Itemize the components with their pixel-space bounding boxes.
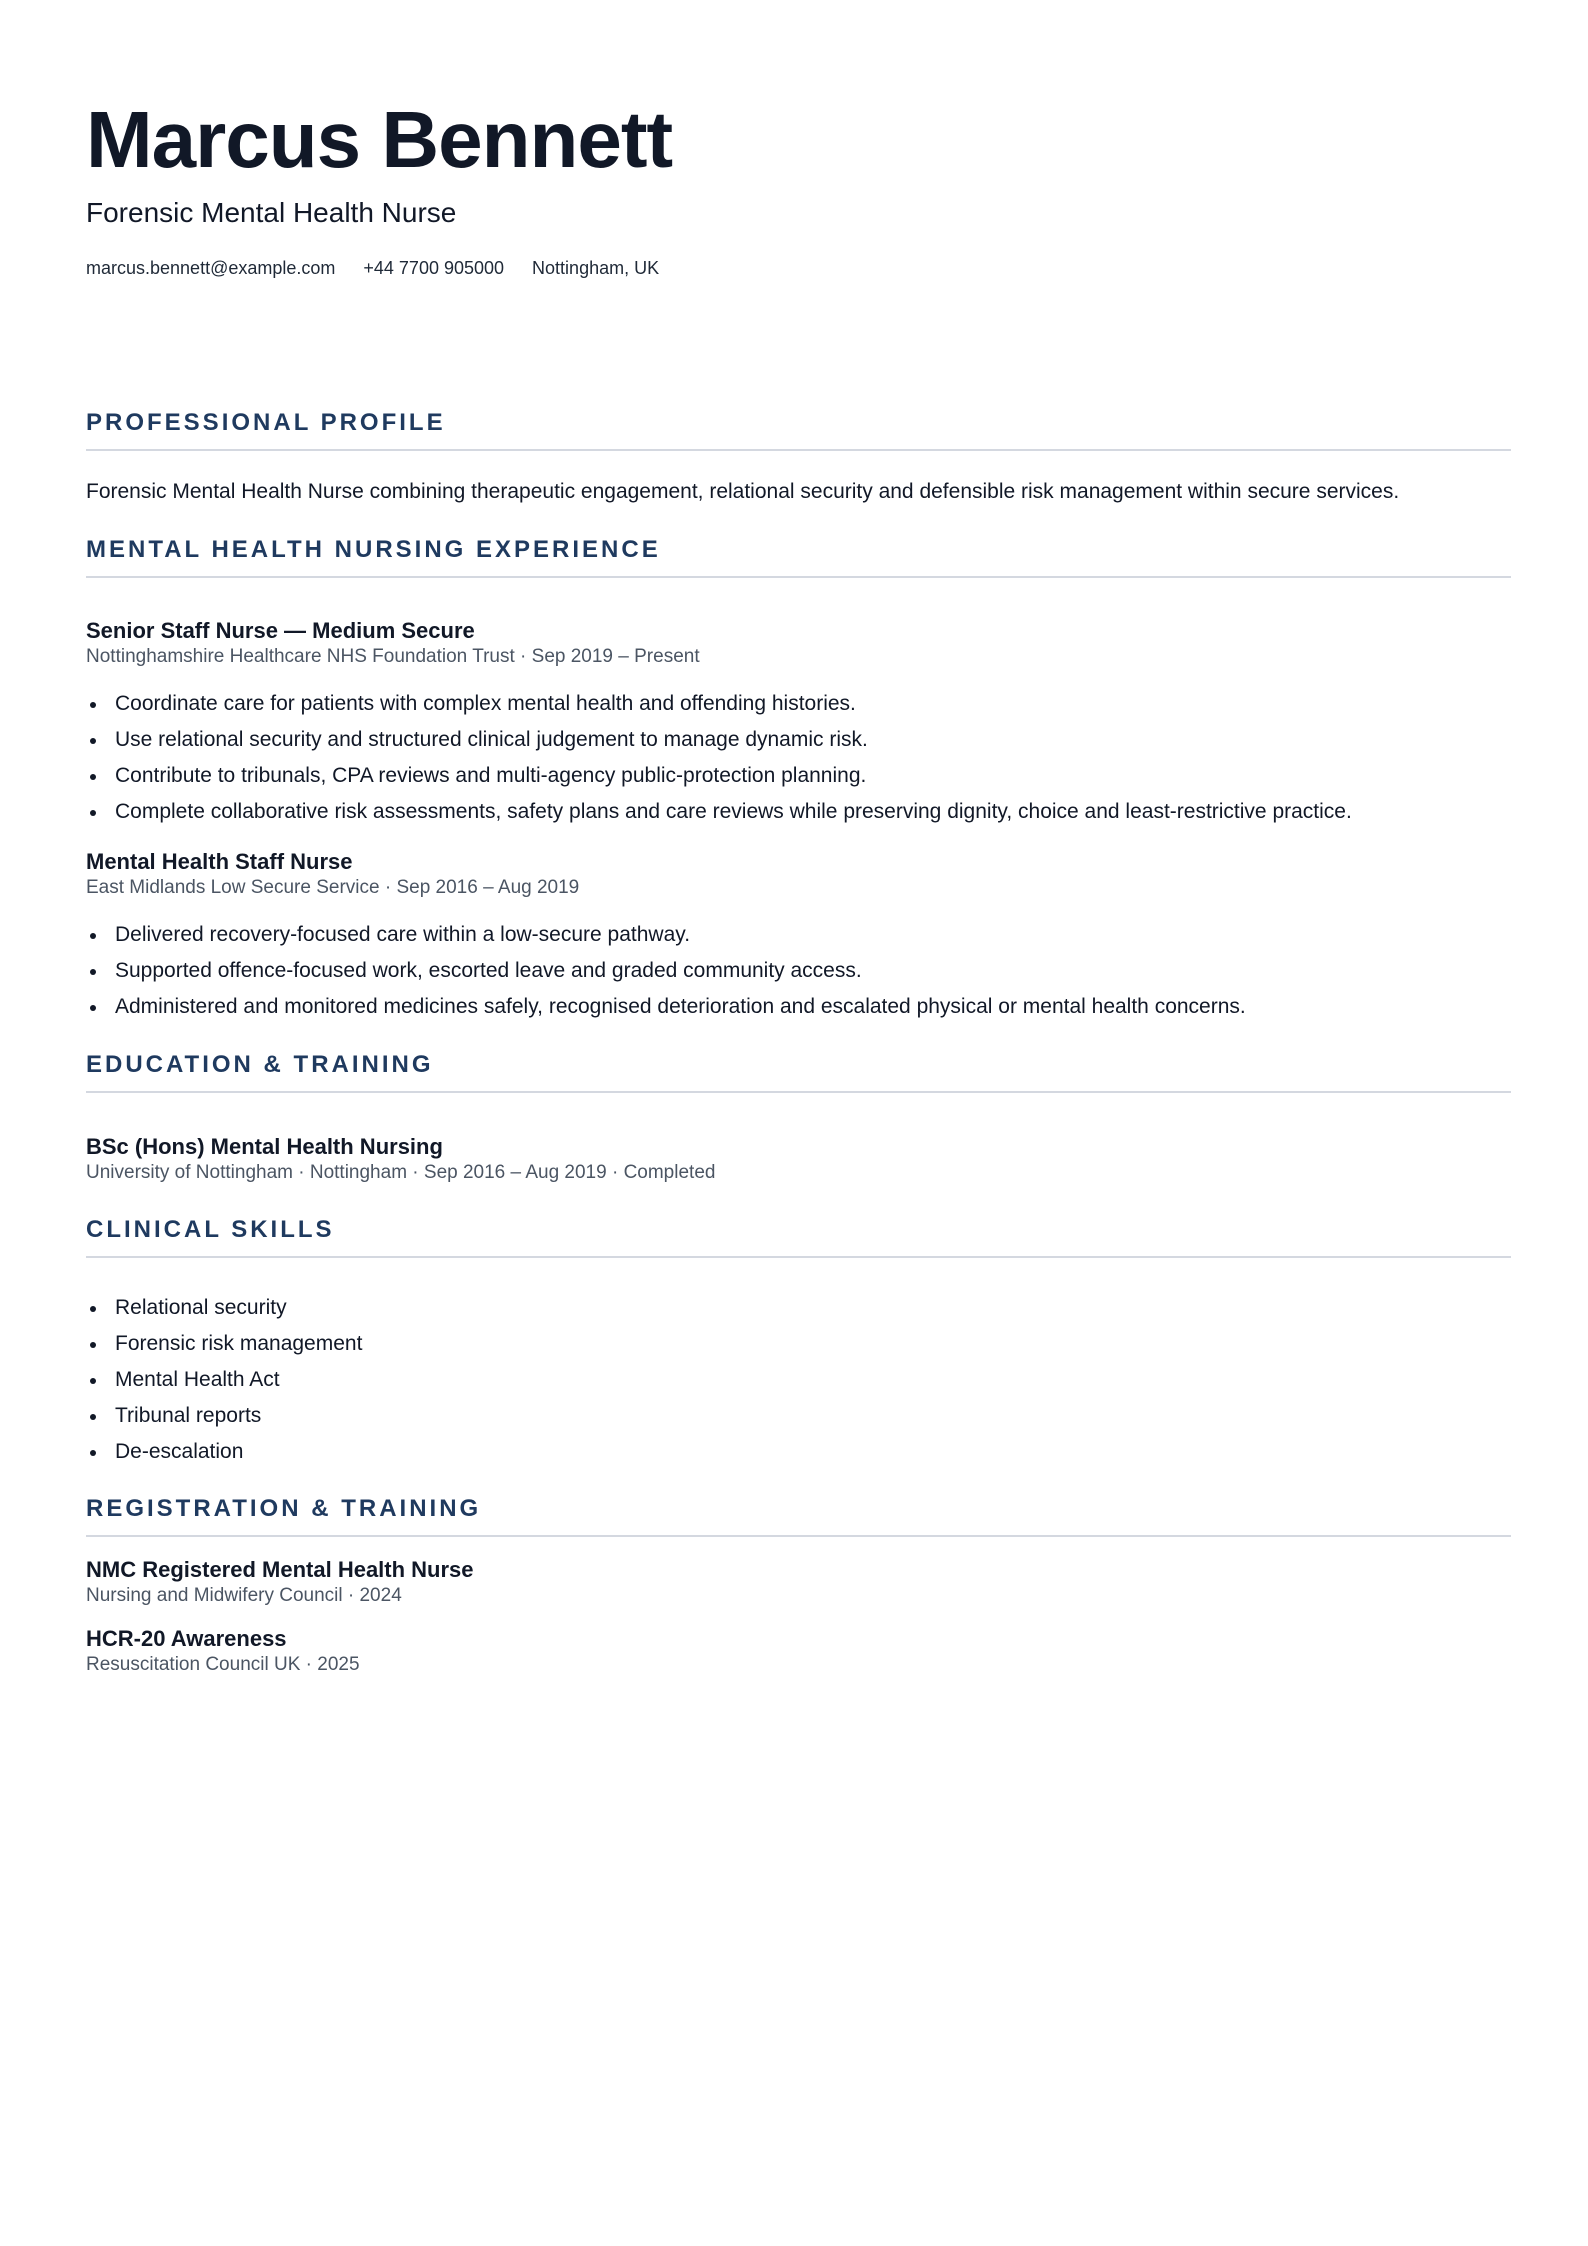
contact-location: Nottingham, UK: [532, 258, 660, 278]
skill-item: Mental Health Act: [86, 1362, 362, 1398]
list-item: Use relational security and structured clinical judgement to manage dynamic risk.: [86, 722, 1352, 758]
skill-item: Relational security: [86, 1290, 362, 1326]
section-title-skills: CLINICAL SKILLS: [86, 1216, 335, 1243]
list-item: Coordinate care for patients with complex mental health and offending histories.: [86, 686, 1352, 722]
list-item: Supported offence-focused work, escorted leave and graded community access.: [86, 953, 1246, 989]
skill-item: De-escalation: [86, 1434, 362, 1470]
contact-email: marcus.bennett@example.com: [86, 258, 336, 278]
list-item: Administered and monitored medicines safely, recognised deterioration and escalated physical or mental health concerns.: [86, 989, 1246, 1025]
skill-item: Forensic risk management: [86, 1326, 362, 1362]
job-title: Senior Staff Nurse — Medium Secure: [86, 618, 475, 643]
section-title-experience: MENTAL HEALTH NURSING EXPERIENCE: [86, 536, 661, 563]
job-meta: Nottinghamshire Healthcare NHS Foundation Trust · Sep 2019 – Present: [86, 646, 700, 667]
skills-list: [86, 1290, 362, 1470]
skill-item: Tribunal reports: [86, 1398, 362, 1434]
section-title-profile: PROFESSIONAL PROFILE: [86, 409, 446, 436]
registration-name: HCR-20 Awareness: [86, 1626, 287, 1651]
registration-name: NMC Registered Mental Health Nurse: [86, 1557, 474, 1582]
section-divider: [86, 449, 1511, 451]
registration-meta: Nursing and Midwifery Council · 2024: [86, 1585, 402, 1606]
list-item: Complete collaborative risk assessments, safety plans and care reviews while preserving dignity, choice and least-restrictive practice.: [86, 794, 1352, 830]
job-bullets: [86, 686, 1352, 830]
section-divider: [86, 1091, 1511, 1093]
job-title: Mental Health Staff Nurse: [86, 849, 353, 874]
section-title-education: EDUCATION & TRAINING: [86, 1051, 434, 1078]
list-item: Delivered recovery-focused care within a low-secure pathway.: [86, 917, 1246, 953]
section-divider: [86, 1256, 1511, 1258]
profile-summary: Forensic Mental Health Nurse combining therapeutic engagement, relational security and defensible risk management within secure services.: [86, 480, 1400, 503]
section-title-registration: REGISTRATION & TRAINING: [86, 1495, 482, 1522]
contact-line: [86, 256, 659, 280]
education-meta: University of Nottingham · Nottingham · Sep 2016 – Aug 2019 · Completed: [86, 1162, 716, 1183]
candidate-headline: Forensic Mental Health Nurse: [86, 197, 457, 228]
education-degree: BSc (Hons) Mental Health Nursing: [86, 1134, 443, 1159]
contact-phone: +44 7700 905000: [363, 258, 505, 278]
list-item: Contribute to tribunals, CPA reviews and multi-agency public-protection planning.: [86, 758, 1352, 794]
job-bullets: [86, 917, 1246, 1025]
candidate-name: Marcus Bennett: [86, 95, 673, 184]
registration-meta: Resuscitation Council UK · 2025: [86, 1654, 360, 1675]
job-meta: East Midlands Low Secure Service · Sep 2016 – Aug 2019: [86, 877, 580, 898]
section-divider: [86, 1535, 1511, 1537]
section-divider: [86, 576, 1511, 578]
